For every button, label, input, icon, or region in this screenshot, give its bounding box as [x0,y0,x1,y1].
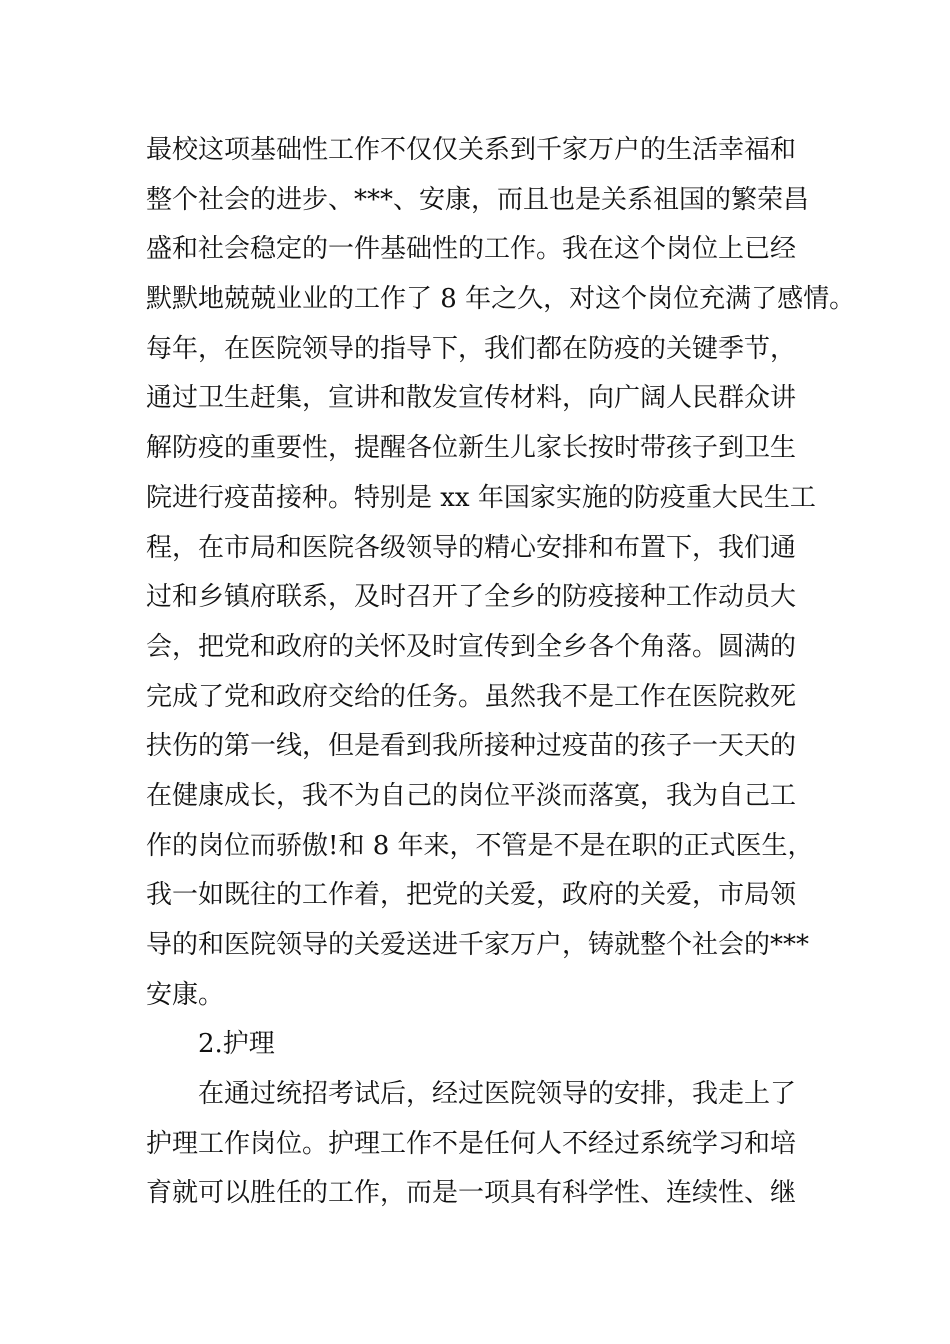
paragraph-line: 程，在市局和医院各级领导的精心安排和布置下，我们通 [146,532,797,563]
paragraph-line: 安康。 [146,979,225,1010]
paragraph-line: 扶伤的第一线，但是看到我所接种过疫苗的孩子一天天的 [146,731,797,762]
paragraph-line: 作的岗位而骄傲!和 8 年来，不管是不是在职的正式医生， [146,830,814,861]
paragraph-line: 解防疫的重要性，提醒各位新生儿家长按时带孩子到卫生 [146,433,797,464]
document-body [146,128,856,1221]
paragraph-line: 过和乡镇府联系，及时召开了全乡的防疫接种工作动员大 [146,582,797,613]
paragraph-line: 完成了党和政府交给的任务。虽然我不是工作在医院救死 [146,681,797,712]
paragraph-line: 在健康成长，我不为自己的岗位平淡而落寞，我为自己工 [146,780,797,811]
paragraph-line: 默默地兢兢业业的工作了 8 年之久，对这个岗位充满了感情。 [146,284,856,315]
paragraph-line: 最校这项基础性工作不仅仅关系到千家万户的生活幸福和 [146,135,797,165]
paragraph-line: 育就可以胜任的工作，而是一项具有科学性、连续性、继 [146,1178,797,1209]
paragraph-line: 我一如既往的工作着，把党的关爱，政府的关爱，市局领 [146,880,797,911]
section-heading: 2.护理 [198,1029,275,1060]
paragraph-line: 盛和社会稳定的一件基础性的工作。我在这个岗位上已经 [146,234,797,265]
paragraph-line: 院进行疫苗接种。特别是 xx 年国家实施的防疫重大民生工 [146,482,816,513]
paragraph-line: 每年，在医院领导的指导下，我们都在防疫的关键季节， [146,333,797,364]
paragraph-line: 在通过统招考试后，经过医院领导的安排，我走上了 [198,1079,797,1110]
paragraph-line: 会，把党和政府的关怀及时宣传到全乡各个角落。圆满的 [146,631,797,662]
paragraph-line: 整个社会的进步、***、安康，而且也是关系祖国的繁荣昌 [146,184,810,215]
paragraph-line: 导的和医院领导的关爱送进千家万户，铸就整个社会的*** [146,930,810,960]
paragraph-line: 通过卫生赶集，宣讲和散发宣传材料，向广阔人民群众讲 [146,383,797,414]
paragraph-line: 护理工作岗位。护理工作不是任何人不经过系统学习和培 [146,1128,797,1159]
